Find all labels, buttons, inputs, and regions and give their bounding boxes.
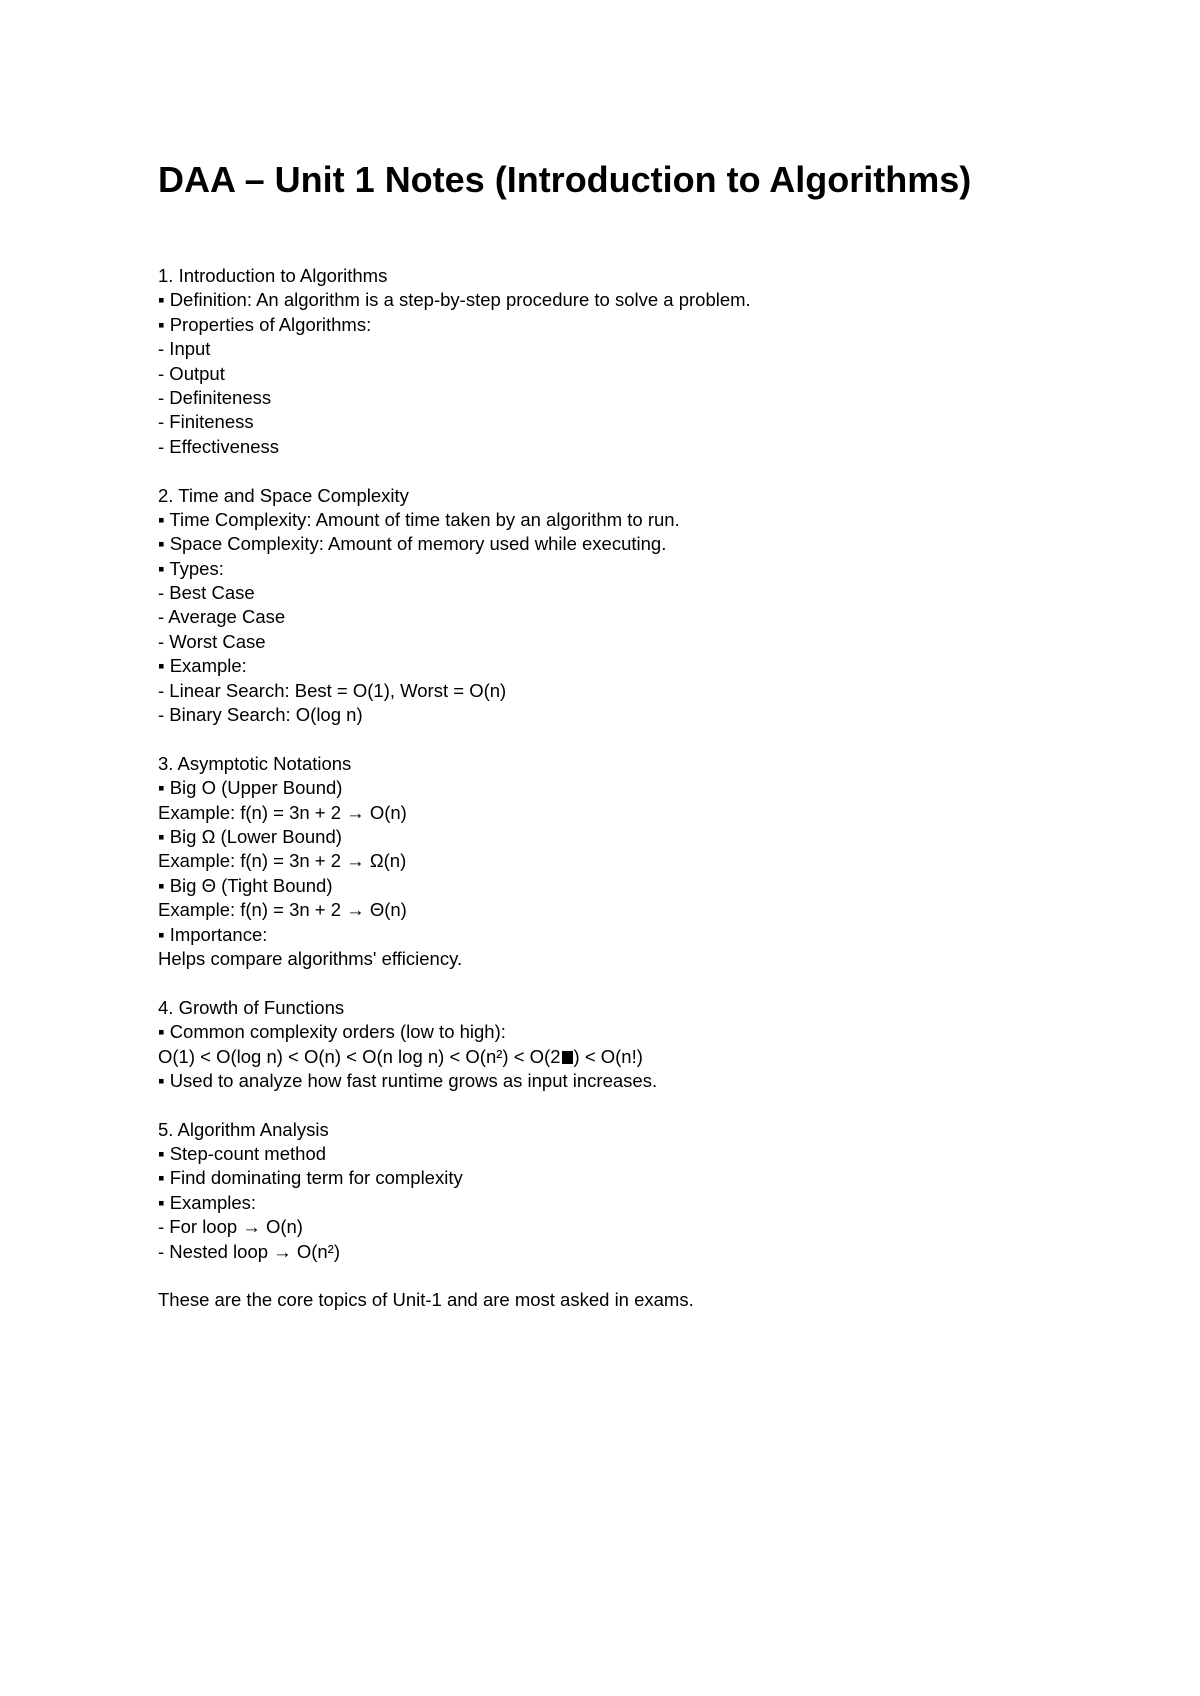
orders-text-before: O(1) < O(log n) < O(n) < O(n log n) < O(n²) < O(2 bbox=[158, 1045, 561, 1067]
section-line: Example: f(n) = 3n + 2 → Ω(n) bbox=[158, 850, 407, 872]
section-introduction bbox=[158, 264, 1158, 459]
section-asymptotic bbox=[158, 752, 1158, 972]
section-line: ▪ Definition: An algorithm is a step-by-step procedure to solve a problem. bbox=[158, 289, 751, 311]
section-line: ▪ Types: bbox=[158, 557, 224, 579]
section-line: Example: f(n) = 3n + 2 → Θ(n) bbox=[158, 899, 407, 921]
section-line: - Effectiveness bbox=[158, 435, 279, 457]
section-line: ▪ Example: bbox=[158, 655, 247, 677]
section-heading: 1. Introduction to Algorithms bbox=[158, 265, 388, 286]
orders-text-after: ) < O(n!) bbox=[573, 1045, 643, 1067]
section-line: - Output bbox=[158, 362, 225, 384]
section-complexity bbox=[158, 484, 1158, 728]
document-body bbox=[158, 264, 1158, 1313]
section-heading: 3. Asymptotic Notations bbox=[158, 752, 352, 774]
closing-note: These are the core topics of Unit-1 and are most asked in exams. bbox=[158, 1289, 694, 1311]
section-line: ▪ Big Θ (Tight Bound) bbox=[158, 874, 333, 896]
section-line: - Nested loop → O(n²) bbox=[158, 1240, 340, 1262]
section-line: - Best Case bbox=[158, 582, 255, 604]
section-heading: 5. Algorithm Analysis bbox=[158, 1118, 329, 1140]
section-line: ▪ Used to analyze how fast runtime grows as input increases. bbox=[158, 1069, 658, 1091]
section-line: - Worst Case bbox=[158, 630, 266, 652]
section-line: ▪ Big O (Upper Bound) bbox=[158, 777, 343, 799]
section-line: ▪ Time Complexity: Amount of time taken by an algorithm to run. bbox=[158, 508, 680, 530]
section-heading: 4. Growth of Functions bbox=[158, 996, 345, 1018]
section-line: ▪ Properties of Algorithms: bbox=[158, 313, 372, 335]
section-heading: 2. Time and Space Complexity bbox=[158, 484, 409, 506]
document-title: DAA – Unit 1 Notes (Introduction to Algorithms) bbox=[158, 159, 972, 200]
missing-glyph-icon bbox=[562, 1051, 573, 1064]
section-line: - Binary Search: O(log n) bbox=[158, 704, 363, 726]
section-line: - Linear Search: Best = O(1), Worst = O(n) bbox=[158, 679, 507, 701]
section-line: Helps compare algorithms' efficiency. bbox=[158, 947, 463, 969]
section-line: - For loop → O(n) bbox=[158, 1216, 303, 1238]
section-line: Example: f(n) = 3n + 2 → O(n) bbox=[158, 801, 407, 823]
section-line: ▪ Find dominating term for complexity bbox=[158, 1167, 463, 1189]
section-line: ▪ Big Ω (Lower Bound) bbox=[158, 825, 342, 847]
section-line: - Input bbox=[158, 338, 211, 360]
section-line: - Definiteness bbox=[158, 386, 272, 408]
section-analysis bbox=[158, 1118, 1158, 1264]
section-line: ▪ Step-count method bbox=[158, 1143, 327, 1165]
section-growth bbox=[158, 996, 1158, 1094]
complexity-orders-line bbox=[158, 1045, 1158, 1069]
section-line: ▪ Space Complexity: Amount of memory used while executing. bbox=[158, 533, 667, 555]
section-line: ▪ Examples: bbox=[158, 1191, 257, 1213]
section-line: ▪ Common complexity orders (low to high): bbox=[158, 1021, 506, 1043]
section-line: - Average Case bbox=[158, 606, 286, 628]
section-line: - Finiteness bbox=[158, 411, 254, 433]
section-line: ▪ Importance: bbox=[158, 923, 268, 945]
